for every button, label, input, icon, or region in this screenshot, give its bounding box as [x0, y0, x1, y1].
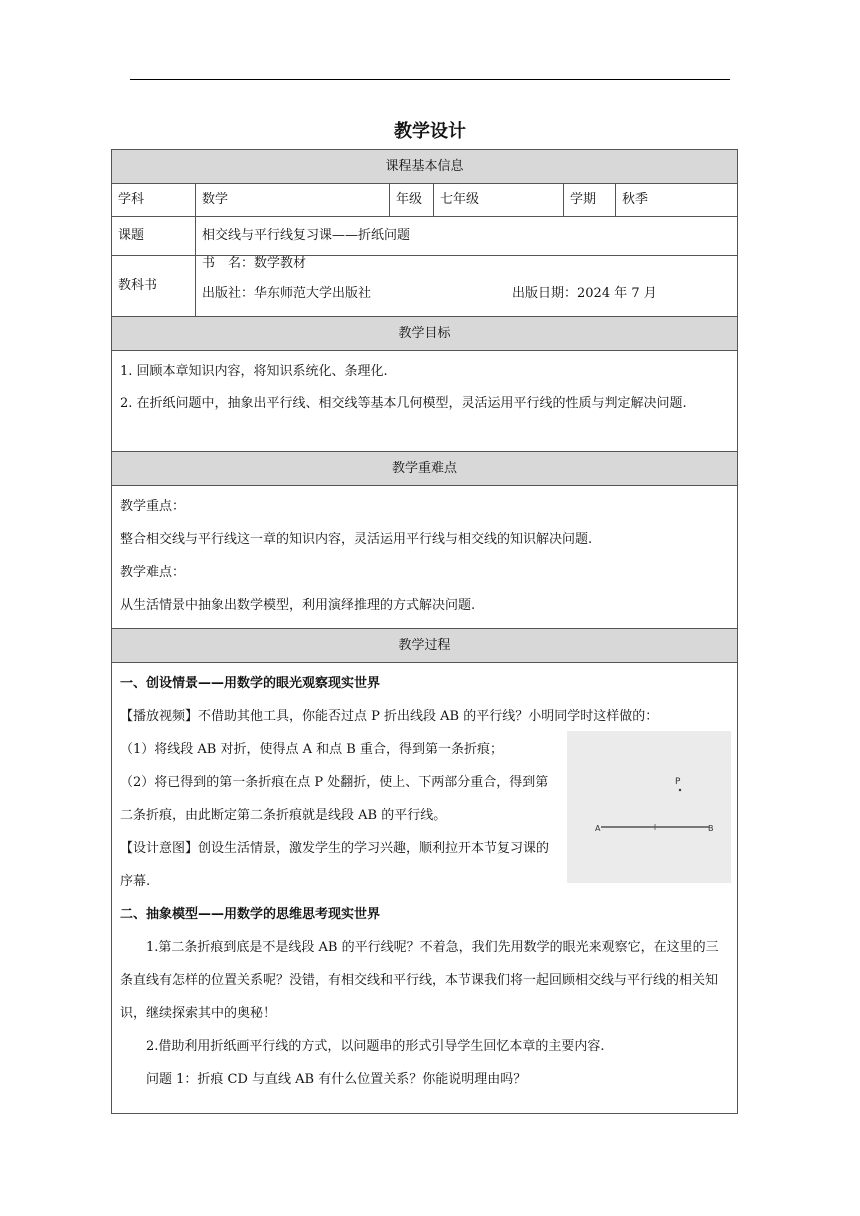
process-body [112, 663, 738, 1114]
document-title: 教学设计 [394, 121, 466, 142]
process-header: 教学过程 [112, 629, 738, 663]
objective-item: 1. 回顾本章知识内容，将知识系统化、条理化. [120, 364, 388, 379]
design-intent: 【设计意图】创设生活情景，激发学生的学习兴趣，顺利拉开本节复习课的序幕. [120, 841, 550, 889]
objective-item: 2. 在折纸问题中，抽象出平行线、相交线等基本几何模型，灵活运用平行线的性质与判定解决问题. [120, 396, 687, 411]
publisher: 出版社：华东师范大学出版社 [202, 286, 372, 301]
header-rule [130, 79, 730, 80]
section-2-para-2: 2.借助利用折纸画平行线的方式，以问题串的形式引导学生回忆本章的主要内容. [146, 1039, 605, 1054]
subject-value: 数学 [196, 184, 390, 217]
difficulty-text: 从生活情景中抽象出数学模型，利用演绎推理的方式解决问题. [120, 598, 476, 613]
topic-value: 相交线与平行线复习课——折纸问题 [196, 217, 738, 256]
focus-label: 教学重点： [120, 499, 186, 514]
label-b: B [708, 824, 714, 833]
lesson-plan-table [111, 149, 738, 1114]
objectives-body [112, 351, 738, 452]
difficulty-label: 教学难点： [120, 565, 186, 580]
book-name: 书 名：数学教材 [202, 256, 307, 271]
fold-diagram [567, 731, 731, 883]
question-1: 问题 1：折痕 CD 与直线 AB 有什么位置关系？你能说明理由吗？ [146, 1072, 527, 1087]
step-1: （1）将线段 AB 对折，使得点 A 和点 B 重合，得到第一条折痕； [120, 742, 503, 757]
step-2: （2）将已得到的第一条折痕在点 P 处翻折，使上、下两部分重合，得到第二条折痕，由此断定第二条折痕就是线段 AB 的平行线。 [120, 775, 549, 823]
topic-row [112, 217, 738, 256]
focus-text: 整合相交线与平行线这一章的知识内容，灵活运用平行线与相交线的知识解决问题. [120, 532, 593, 547]
term-value: 秋季 [616, 184, 738, 217]
basic-info-header: 课程基本信息 [112, 150, 738, 184]
textbook-label: 教科书 [112, 256, 196, 317]
publish-date: 出版日期：2024 年 7 月 [512, 286, 657, 301]
grade-value: 七年级 [434, 184, 564, 217]
topic-label: 课题 [112, 217, 196, 256]
subject-label: 学科 [112, 184, 196, 217]
section-2-para-1: 1.第二条折痕到底是不是线段 AB 的平行线呢？不着急，我们先用数学的眼光来观察它，在这里的三条直线有怎样的位置关系呢？没错，有相交线和平行线，本节课我们将一起回顾相交线与平行线的相关知识，继续探索其中的奥秘！ [120, 940, 719, 1021]
label-p: P [675, 777, 681, 787]
objectives-header: 教学目标 [112, 317, 738, 351]
point-p [679, 789, 681, 791]
textbook-details [196, 256, 738, 317]
key-points-body [112, 486, 738, 629]
grade-label: 年级 [390, 184, 434, 217]
key-points-header: 教学重难点 [112, 452, 738, 486]
section-1-title: 一、创设情景——用数学的眼光观察现实世界 [120, 676, 381, 691]
textbook-row [112, 256, 738, 317]
term-label: 学期 [564, 184, 616, 217]
fold-figure-photo [567, 731, 731, 883]
video-prompt: 【播放视频】不借助其他工具，你能否过点 P 折出线段 AB 的平行线？小明同学时这样做的： [120, 709, 659, 724]
label-a: A [595, 824, 601, 833]
section-2-title: 二、抽象模型——用数学的思维思考现实世界 [120, 907, 381, 922]
subject-row [112, 184, 738, 217]
